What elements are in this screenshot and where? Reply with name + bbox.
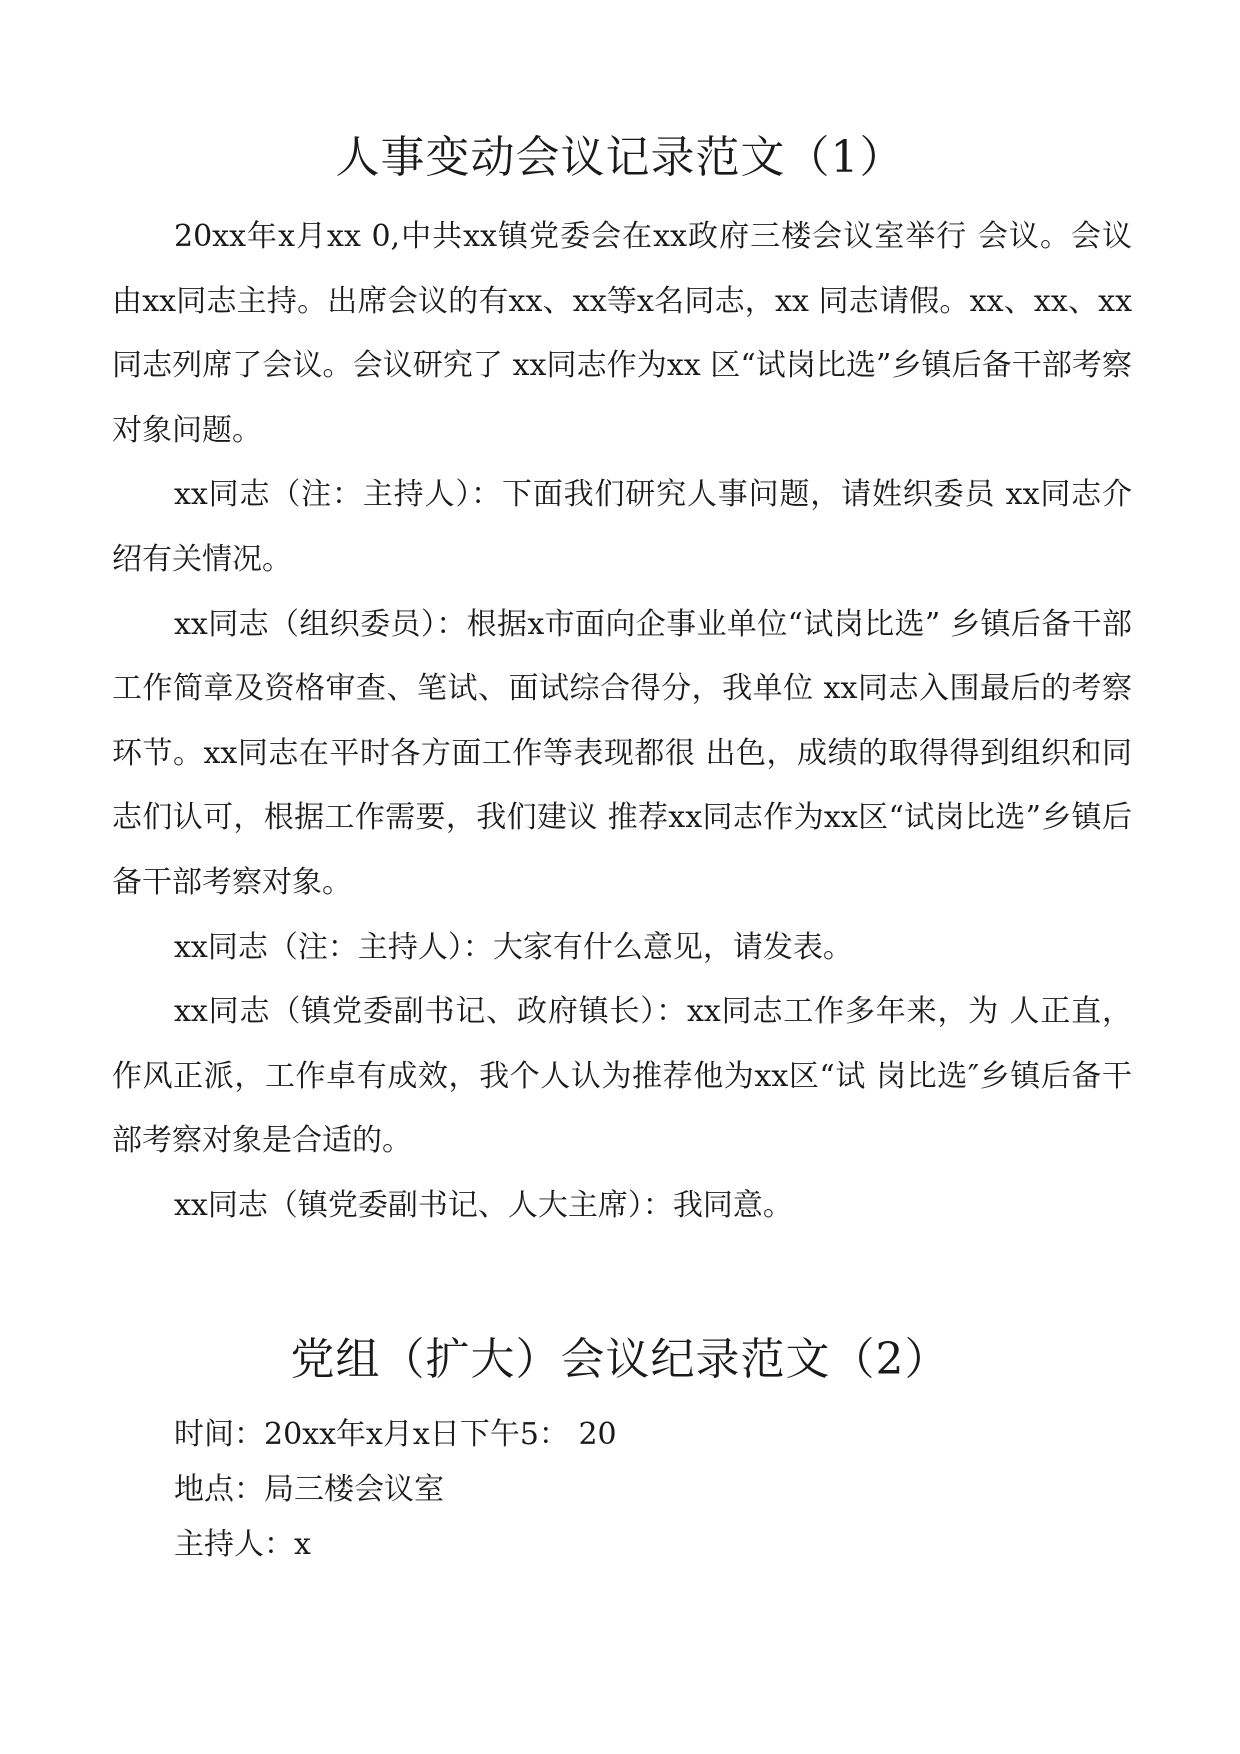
paragraph-deputy-secretary-congress: xx同志（镇党委副书记、人大主席）：我同意。 [174,1187,793,1223]
paragraph-meeting-intro: 20xx年x月xx 0,中共xx镇党委会在xx政府三楼会议室举行 会议。会议由xx同志主持。出席会议的有xx、xx等x名同志，xx 同志请假。xx、xx、xx同志列席了会议。会议研究了 xx同志作为xx 区“试岗比选”乡镇后备干部考察对象问题。 [112,219,1132,448]
paragraph-deputy-secretary-mayor: xx同志（镇党委副书记、政府镇长）：xx同志工作多年来，为 人正直，作风正派，工作卓有成效，我个人认为推荐他为xx区“试 岗比选″乡镇后备干部考察对象是合适的。 [112,994,1132,1159]
paragraph-organization-member: xx同志（组织委员）：根据x市面向企事业单位“试岗比选” 乡镇后备干部工作简章及资格审查、笔试、面试综合得分，我单位 xx同志入围最后的考察环节。xx同志在平时各方面工作等表现都很 出色，成绩的取得得到组织和同志们认可，根据工作需要，我们建议 推荐xx同志作为xx区“试岗比选”乡镇后备干部考察对象。 [112,606,1132,900]
section-2-info [174,1407,1124,1572]
meeting-host: 主持人：x [174,1527,311,1562]
section-1-title: 人事变动会议记录范文（1） [335,132,905,183]
paragraph-host-opening: xx同志（注：主持人）：下面我们研究人事问题，请姓织委员 xx同志介绍有关情况。 [112,477,1132,577]
section-2-title: 党组（扩大）会议纪录范文（2） [290,1334,950,1385]
paragraph-host-call-opinions: xx同志（注：主持人）：大家有什么意见，请发表。 [174,929,853,965]
meeting-time: 时间：20xx年x月x日下午5： 20 [174,1417,617,1452]
meeting-place: 地点：局三楼会议室 [174,1472,444,1507]
section-1-body [112,205,1132,1239]
